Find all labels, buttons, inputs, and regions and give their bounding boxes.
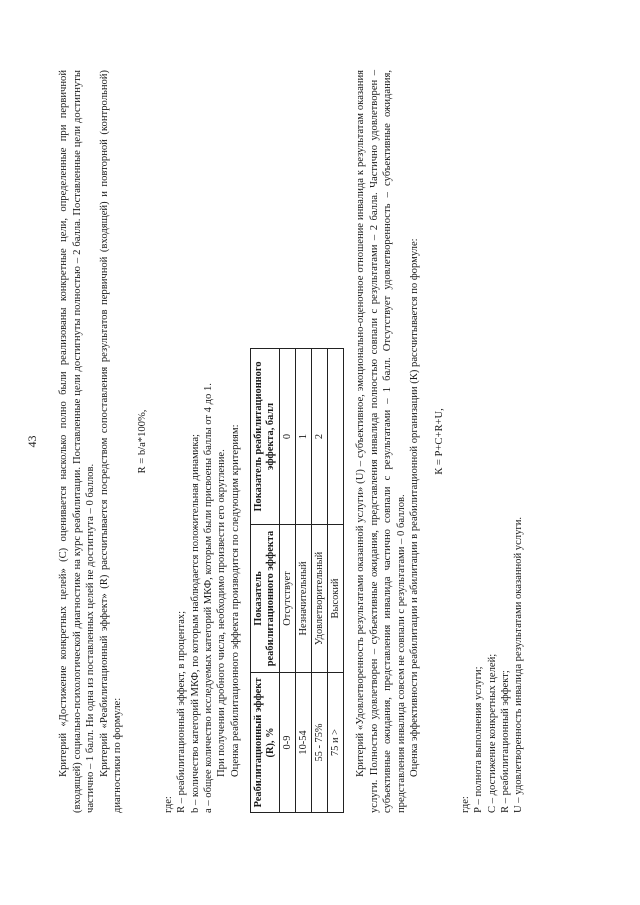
table-row: [280, 349, 296, 813]
effect-table: [250, 348, 344, 813]
rounding-note: При получении дробного числа, необходимо произвести его округление.: [216, 449, 228, 777]
formula-r: R = b/a*100%,: [137, 409, 149, 474]
table-header-cell: Реабилитационный эффект (R), %: [251, 673, 280, 813]
table-cell: [328, 349, 344, 525]
table-row: [312, 349, 328, 813]
criterion-c-paragraph: Критерий «Достижение конкретных целей» (С) оценивается насколько полно были реализованы конкретные цели, определенные при первичной (входящей) социально-психологической диагностике на курс реабилитации. Поставленные цели достигнуты полностью – 2 балла. Поставленные цели достигнуты частично – 1 балл. Ни одна из поставленных целей не достигнута – 0 баллов.: [58, 70, 97, 813]
where-item-c: С – достижение конкретных целей;: [486, 653, 498, 813]
formula-k: К = Р+С+R+U,: [434, 408, 446, 475]
table-header-cell: Показатель реабилитационного эффекта, балл: [251, 349, 280, 525]
table-cell: 1: [296, 349, 312, 525]
where-label-2: где:: [459, 796, 471, 813]
table-cell: 0: [280, 349, 296, 525]
page-number: 43: [25, 435, 39, 448]
where-item-r2: R – реабилитационный эффект;: [499, 670, 511, 813]
table-cell: 0-9: [280, 673, 296, 813]
criterion-k-paragraph: Оценка эффективности реабилитации и абилитации в реабилитационной организации (К) рассчитывается по формуле:: [408, 238, 420, 777]
table-cell: Удовлетворительный: [312, 525, 328, 673]
table-row: [296, 349, 312, 813]
criterion-u-paragraph: Критерий «Удовлетворенность результатами оказанной услуги» (U) – субъективное, эмоционально-оценочное отношение инвалида к результатам оказания услуги. Полностью удовлетворен – субъективные ожидания, представления инвалида полностью совпали с результатами – 2 балла. Частично удовлетворен – субъективные ожидания, представления инвалида частично совпали с результатами – 1 балл. Отсутствует удовлетворенность – субъективные ожидания, представления инвалида совсем не совпали с результатами – 0 баллов.: [355, 70, 407, 813]
where-item-a: а – общее количество исследуемых категорий МКФ, которым были присвоены баллы от 4 до 1.: [203, 383, 215, 813]
where-item-r: R – реабилитационный эффект, в процентах;: [176, 610, 188, 813]
where-item-b: b – количество категорий МКФ, по которым наблюдается положительная динамика;: [189, 434, 201, 813]
table-cell: Отсутствует: [280, 525, 296, 673]
where-item-p: Р – полнота выполнения услуги;: [473, 666, 485, 813]
table-cell: Незначительный: [296, 525, 312, 673]
table-cell: 10-54: [296, 673, 312, 813]
table-cell: 2: [312, 349, 328, 525]
where-item-u: U – удовлетворенность инвалида результатами оказанной услуги.: [513, 516, 525, 813]
table-cell: 55 - 75%: [312, 673, 328, 813]
table-header-row: [251, 349, 280, 813]
table-cell: 75 и >: [328, 673, 344, 813]
evaluation-intro: Оценка реабилитационного эффекта производится по следующим критериям:: [229, 424, 241, 777]
table-cell: Высокий: [328, 525, 344, 673]
table-header-cell: Показатель реабилитационного эффекта: [251, 525, 280, 673]
criterion-r-paragraph: Критерий «Реабилитационный эффект» (R) рассчитывается посредством сопоставления результатов первичной (входящей) и повторной (контрольной) диагностики по формуле:: [98, 70, 124, 813]
where-label: где:: [162, 796, 174, 813]
table-row: [328, 349, 344, 813]
